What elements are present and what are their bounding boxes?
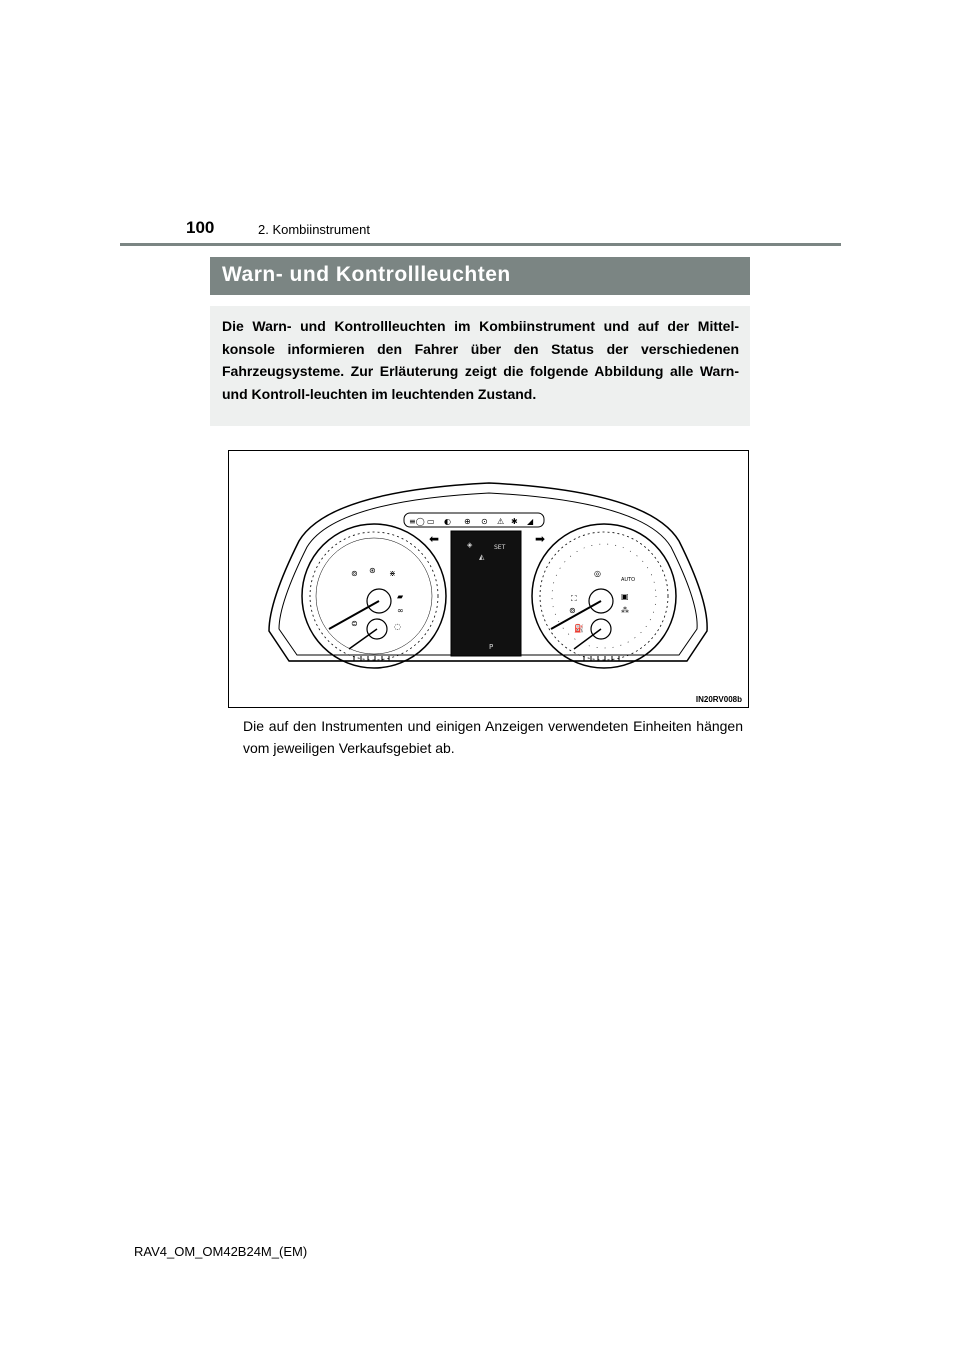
intro-text: Die Warn- und Kontrollleuchten im Kombiinstrument und auf der Mittel-konsole informieren den Fahrer über den Status der verschiedenen Fahrzeugsysteme. Zur Erläuterung zeigt die folgende Abbildung alle Warn- und Kontroll-leuchten im leuchtenden Zustand. [222,318,739,402]
svg-text:◈: ◈ [467,541,473,549]
turn-signal-left-icon: ⬅ [429,532,440,546]
svg-text:⁂: ⁂ [621,606,629,615]
page-number: 100 [186,218,215,237]
display-auto-label: AUTO [621,577,636,583]
svg-text:∞: ∞ [397,606,404,615]
speedometer-gauge [302,524,446,668]
svg-text:≡◯: ≡◯ [409,517,425,526]
svg-text:⊛: ⊛ [369,566,376,575]
section-title-bar [210,257,750,295]
svg-text:⊚: ⊚ [569,606,576,615]
svg-text:P: P [489,643,494,651]
instrument-cluster-figure [228,450,749,708]
svg-text:◐: ◐ [444,517,451,526]
chapter-title: 2. Kombiinstrument [258,222,370,237]
figure-id: IN20RV008b [695,695,742,704]
multi-information-display [451,531,521,656]
svg-text:⊚: ⊚ [351,569,358,578]
display-set-label: SET [494,544,506,551]
svg-text:◌: ◌ [394,622,401,631]
svg-text:⚠: ⚠ [497,517,505,526]
svg-text:▣: ▣ [621,592,629,601]
svg-text:⊕: ⊕ [464,517,471,526]
svg-text:⛶: ⛶ [571,594,577,603]
tachometer-gauge [532,524,676,668]
svg-text:⊜: ⊜ [351,619,358,628]
warning-lights-strip [409,517,534,526]
svg-text:◭: ◭ [479,553,485,561]
turn-signal-right-icon: ➡ [535,532,546,546]
svg-text:✱: ✱ [511,517,518,526]
svg-text:⊙: ⊙ [481,517,488,526]
intro-box [210,306,750,426]
svg-text:⛽: ⛽ [574,624,584,633]
footer-code: RAV4_OM_OM42B24M_(EM) [134,1244,308,1259]
body-text: Die auf den Instrumenten und einigen Anzeigen verwendeten Einheiten hängen vom jeweiligen Verkaufsgebiet ab. [243,718,743,756]
svg-text:▭: ▭ [427,517,435,526]
svg-text:⋇: ⋇ [389,569,396,578]
svg-text:◢: ◢ [527,517,534,526]
svg-text:◎: ◎ [594,569,601,578]
svg-text:▰: ▰ [397,592,404,601]
section-title: Warn- und Kontrollleuchten [222,263,511,286]
header-rule [120,243,841,246]
instrument-cluster-illustration [229,451,748,707]
